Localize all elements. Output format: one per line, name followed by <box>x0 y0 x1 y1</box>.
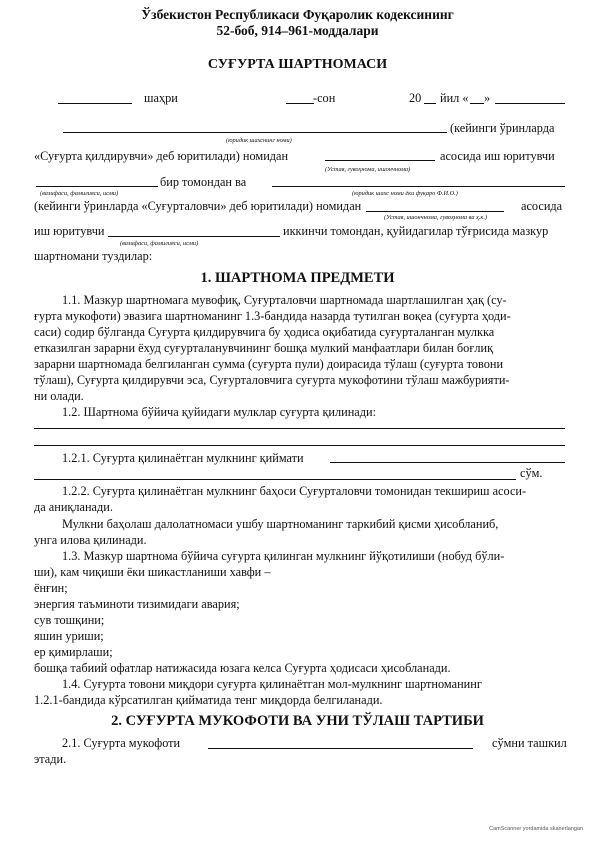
paragraph-1-1-line: тўлаш), Суғурта қилдирувчи эса, Суғурталовчига суғурта мукофотини тўлаш мажбурияти- <box>34 373 510 387</box>
paragraph-1-1-line: ни олади. <box>34 389 84 403</box>
intro-line4-right: асосида <box>521 199 563 213</box>
property-value-blank <box>330 462 565 463</box>
paragraph-1-1-line: ғурта мукофоти) эвазига шартноманинг 1.3-бандида назарда тутилган воқеа (суғурта ҳоди- <box>34 309 511 323</box>
paragraph-1-2-2-line: 1.2.2. Суғурта қилинаётган мулкнинг баҳоси Суғурталовчи томонидан текшириш асоси- <box>62 484 527 498</box>
party1-basis-blank <box>325 160 435 161</box>
party2-basis-blank <box>366 211 504 212</box>
intro-line2-right: асосида иш юритувчи <box>440 149 555 163</box>
year-label: йил « <box>440 91 469 105</box>
paragraph-1-2-2-line: да аниқланади. <box>34 500 113 514</box>
paragraph-2-1-left: 2.1. Суғурта мукофоти <box>62 736 181 750</box>
paragraph-1-4-line: 1.2.1-бандида кўрсатилган қийматида тенг миқдорда белгиланади. <box>34 693 383 707</box>
premium-amount-blank <box>208 748 473 749</box>
document-title: СУҒУРТА ШАРТНОМАСИ <box>207 57 388 72</box>
city-label: шаҳри <box>144 91 178 105</box>
risk-item: ёнғин; <box>34 581 68 595</box>
intro-line5-left: иш юритувчи <box>34 224 105 238</box>
intro-line1-right: (кейинги ўринларда <box>450 121 555 135</box>
header-line-2: 52-боб, 914–961-моддалари <box>216 23 379 38</box>
currency-som: сўм. <box>520 466 543 480</box>
paragraph-1-1-line: зарарни шартномада белгиланган сумма (суғурта пули) доирасида тўлаш (суғурта товони <box>34 357 504 371</box>
party2-name-blank <box>272 186 565 187</box>
property-value-blank-2 <box>34 479 516 480</box>
section-2-title: 2. СУҒУРТА МУКОФОТИ ВА УНИ ТЎЛАШ ТАРТИБИ <box>111 713 484 729</box>
paragraph-1-4-line: 1.4. Суғурта товони миқдори суғурта қилинаётган мол-мулкнинг шартноманинг <box>62 677 482 691</box>
city-blank <box>58 103 132 104</box>
year-prefix: 20 <box>409 91 422 105</box>
valuation-line: Мулкни баҳолаш далолатномаси ушбу шартноманинг таркибий қисми ҳисобланиб, <box>62 517 499 531</box>
risk-item: энергия таъминоти тизимидаги авария; <box>34 597 240 611</box>
property-list-blank-1 <box>34 428 565 429</box>
paragraph-1-1-line: етказилган зарарни ёхуд суғурталанувчининг бошқа мулкий манфаатлари билан боғлиқ <box>34 341 494 355</box>
paragraph-1-3-line: ши), кам чиқиши ёки шикастланиши хавфи – <box>34 565 271 579</box>
paragraph-1-1-line: саси) содир бўлганда Суғурта қилдирувчига бу ҳодиса оқибатида суғурталанган мулкка <box>34 325 495 339</box>
caption-basis: (Устав, гувоҳнома, ишончнома) <box>325 166 411 173</box>
valuation-line: унга илова қилинади. <box>34 533 147 547</box>
year-blank <box>424 103 436 104</box>
paragraph-1-3-line: 1.3. Мазкур шартнома бўйича суғурта қилинган мулкнинг йўқотилиши (нобуд бўли- <box>62 549 505 563</box>
day-close-quote: » <box>484 91 491 105</box>
intro-line3: бир томондан ва <box>160 175 247 189</box>
scanner-watermark: CamScanner yordamida skanerlangan <box>489 826 583 832</box>
risk-item: яшин уриши; <box>34 629 104 643</box>
paragraph-1-2-1: 1.2.1. Суғурта қилинаётган мулкнинг қиймати <box>62 451 304 465</box>
section-1-title: 1. ШАРТНОМА ПРЕДМЕТИ <box>200 270 395 286</box>
intro-line6: шартномани туздилар: <box>34 249 153 263</box>
intro-line2-left: «Суғурта қилдирувчи» деб юритилади) номидан <box>34 149 289 163</box>
caption-position-2: (вазифаси, фамилияси, исми) <box>120 240 199 247</box>
day-blank <box>470 103 484 104</box>
risk-item: бошқа табиий офатлар натижасида юзага келса Суғурта ҳодисаси ҳисобланади. <box>34 661 451 675</box>
risk-item: ер қимирлаши; <box>34 645 113 659</box>
party1-name-blank <box>63 132 447 133</box>
paragraph-1-1-line: 1.1. Мазкур шартномага мувофиқ, Суғурталовчи шартномада шартлашилган ҳақ (су- <box>62 293 507 307</box>
caption-position-1: (вазифаси, фамилияси, исми) <box>40 190 119 197</box>
number-blank <box>286 103 314 104</box>
number-label: -сон <box>313 91 336 105</box>
property-list-blank-2 <box>34 445 565 446</box>
header-line-1: Ўзбекистон Республикаси Фуқаролик кодексининг <box>141 7 454 22</box>
party1-position-blank <box>36 186 158 187</box>
intro-line5-right: иккинчи томондан, қуйидагилар тўғрисида мазкур <box>283 224 549 238</box>
caption-legal-name: (юридик шахснинг номи) <box>226 137 292 144</box>
paragraph-2-1-end: этади. <box>34 752 67 766</box>
caption-party2-name: (юридик шахс номи ёки фуқаро Ф.И.О.) <box>352 190 458 197</box>
risk-item: сув тошқини; <box>34 613 105 627</box>
paragraph-1-2: 1.2. Шартнома бўйича қуйидаги мулклар суғурта қилинади: <box>62 405 377 419</box>
party2-position-blank <box>108 236 280 237</box>
caption-basis-2: (Устав, ишончнома, гувоҳнома ва ҳ.к.) <box>384 214 488 221</box>
intro-line4-left: (кейинги ўринларда «Суғурталовчи» деб юритилади) номидан <box>34 199 362 213</box>
month-blank <box>495 103 565 104</box>
paragraph-2-1-right: сўмни ташкил <box>492 736 567 750</box>
